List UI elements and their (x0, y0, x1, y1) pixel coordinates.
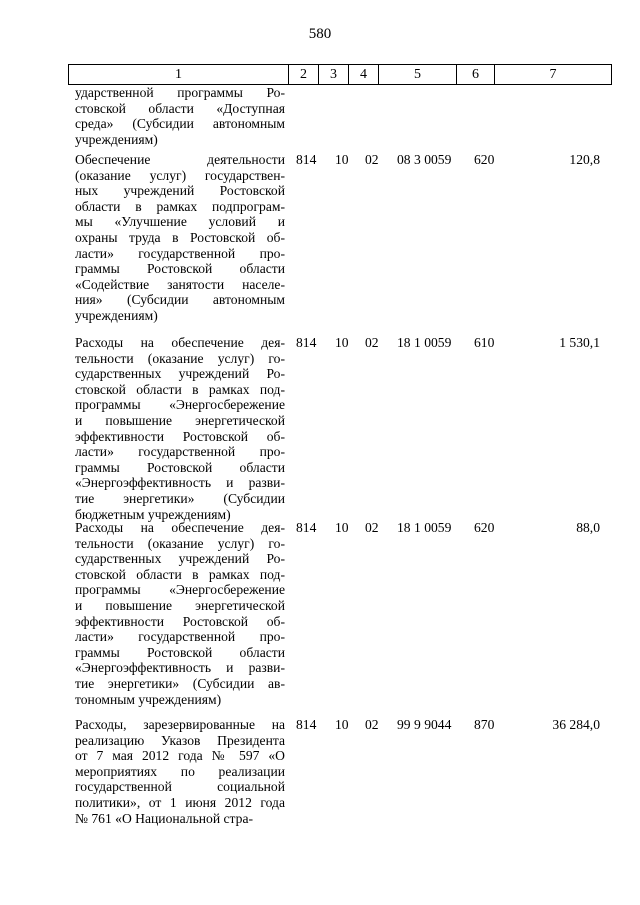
section-code: 10 (335, 520, 349, 535)
amount-value: 120,8 (569, 152, 600, 167)
description-line: Расходы на обеспечение дея- (75, 520, 285, 535)
column-header: 7 (495, 65, 612, 85)
description-line: от 7 мая 2012 года № 597 «О (75, 748, 285, 764)
description-line: области в рамках подпрограм- (75, 198, 285, 214)
ministry-code: 814 (296, 335, 317, 350)
description-line: (оказание услуг) государствен- (75, 167, 285, 183)
description-line: Расходы на обеспечение дея- (75, 335, 285, 350)
target-article-code: 18 1 0059 (397, 520, 452, 535)
description-line: граммы Ростовской области (75, 644, 285, 660)
row-description (75, 520, 285, 707)
description-line: тие энергетики» (Субсидии (75, 490, 285, 506)
row-description (75, 717, 285, 826)
description-line: учреждениям) (75, 131, 158, 147)
column-header: 1 (69, 65, 289, 85)
description-line: Обеспечение деятельности (75, 152, 285, 167)
description-line: бюджетным учреждениям) (75, 506, 231, 522)
expense-type-code: 620 (474, 152, 495, 167)
description-line: реализацию Указов Президента (75, 732, 285, 748)
description-line: учреждениям) (75, 307, 158, 323)
column-header-row (69, 65, 612, 85)
amount-value: 88,0 (576, 520, 600, 535)
description-line: № 761 «О Национальной стра- (75, 810, 254, 826)
description-line: среда» (Субсидии автономным (75, 116, 285, 132)
column-header: 2 (289, 65, 319, 85)
description-line: государственной социальной (75, 779, 285, 795)
description-line: политики», от 1 июня 2012 года (75, 794, 285, 810)
column-header: 5 (379, 65, 457, 85)
description-line: стовской области «Доступная (75, 100, 285, 116)
section-code: 10 (335, 152, 349, 167)
ministry-code: 814 (296, 717, 317, 732)
target-article-code: 08 3 0059 (397, 152, 452, 167)
description-line: сударственных учреждений Ро- (75, 551, 285, 567)
description-line: ласти» государственной про- (75, 629, 285, 645)
subsection-code: 02 (365, 717, 379, 732)
description-line: Расходы, зарезервированные на (75, 717, 285, 732)
row-description (75, 335, 285, 522)
description-line: охраны труда в Ростовской об- (75, 229, 285, 245)
description-line: тономным учреждениям) (75, 691, 222, 707)
ministry-code: 814 (296, 152, 317, 167)
ministry-code: 814 (296, 520, 317, 535)
description-line: программы «Энергосбережение (75, 397, 285, 413)
column-header: 3 (319, 65, 349, 85)
target-article-code: 99 9 9044 (397, 717, 452, 732)
description-line: эффективности Ростовской об- (75, 613, 285, 629)
description-line: тие энергетики» (Субсидии ав- (75, 675, 285, 691)
description-line: эффективности Ростовской об- (75, 428, 285, 444)
subsection-code: 02 (365, 520, 379, 535)
description-line: «Энергоэффективность и разви- (75, 475, 285, 491)
description-line: граммы Ростовской области (75, 261, 285, 277)
description-line: мы «Улучшение условий и (75, 214, 285, 230)
expense-type-code: 610 (474, 335, 495, 350)
row-description (75, 152, 285, 324)
subsection-code: 02 (365, 152, 379, 167)
expense-type-code: 620 (474, 520, 495, 535)
column-header: 6 (457, 65, 495, 85)
description-line: программы «Энергосбережение (75, 582, 285, 598)
description-line: тельности (оказание услуг) го- (75, 535, 285, 551)
row-description (75, 85, 285, 147)
description-line: ния» (Субсидии автономным (75, 292, 285, 308)
description-line: и повышение энергетической (75, 597, 285, 613)
description-line: сударственных учреждений Ро- (75, 366, 285, 382)
description-line: «Содействие занятости населе- (75, 276, 285, 292)
description-line: и повышение энергетической (75, 412, 285, 428)
description-line: стовской области в рамках под- (75, 566, 285, 582)
description-line: мероприятиях по реализации (75, 763, 285, 779)
column-header: 4 (349, 65, 379, 85)
page-number: 580 (308, 26, 332, 42)
description-line: ударственной программы Ро- (75, 85, 285, 100)
description-line: тельности (оказание услуг) го- (75, 350, 285, 366)
subsection-code: 02 (365, 335, 379, 350)
description-line: граммы Ростовской области (75, 459, 285, 475)
expense-type-code: 870 (474, 717, 495, 732)
column-header-table (68, 64, 612, 85)
section-code: 10 (335, 717, 349, 732)
section-code: 10 (335, 335, 349, 350)
amount-value: 36 284,0 (552, 717, 600, 732)
description-line: ных учреждений Ростовской (75, 183, 285, 199)
amount-value: 1 530,1 (559, 335, 600, 350)
description-line: стовской области в рамках под- (75, 381, 285, 397)
description-line: «Энергоэффективность и разви- (75, 660, 285, 676)
target-article-code: 18 1 0059 (397, 335, 452, 350)
description-line: ласти» государственной про- (75, 245, 285, 261)
description-line: ласти» государственной про- (75, 444, 285, 460)
